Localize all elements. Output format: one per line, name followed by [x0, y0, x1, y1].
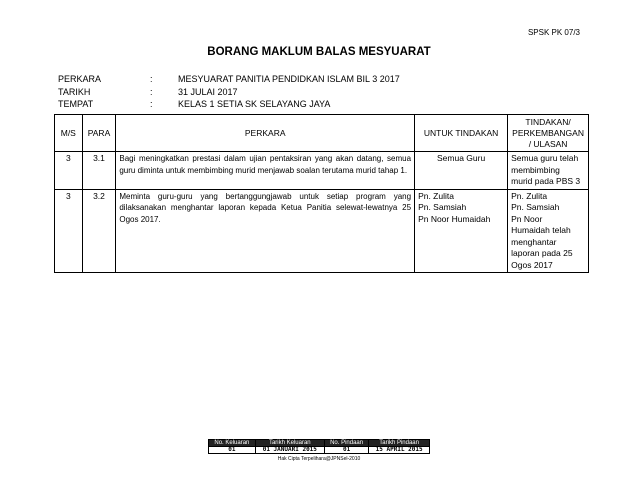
action-line: Pn. Samsiah — [511, 202, 560, 212]
document-control-table — [208, 439, 430, 454]
issue-number: 01 — [209, 447, 256, 454]
row-ms: 3 — [55, 189, 83, 273]
amendment-date: 15 APRIL 2015 — [369, 447, 430, 454]
action-line: Pn Noor — [511, 213, 543, 224]
meeting-date-label: TARIKH — [58, 86, 91, 97]
header-tindakan-line: / ULASAN — [528, 138, 568, 149]
meeting-venue-row — [58, 98, 400, 111]
assignee: Pn. Samsiah — [418, 202, 467, 212]
meeting-venue-colon: : — [150, 99, 153, 109]
document-control-value-row — [209, 447, 430, 454]
minutes-table — [54, 114, 589, 273]
row-perkara: Bagi meningkatkan prestasi dalam ujian pentaksiran yang akan datang, semua guru diminta untuk membimbing murid menjawab soalan terutama murid tahap 1. — [116, 152, 415, 190]
header-tindakan-line: TINDAKAN/ — [525, 116, 571, 127]
table-row — [55, 189, 589, 273]
row-perkara: Meminta guru-guru yang bertanggungjawab untuk setiap program yang dilaksanakan menghantar laporan kepada Ketua Panitia selewat-lewatnya 25 Ogos 2017. — [116, 189, 415, 273]
meeting-date-value: 31 JULAI 2017 — [178, 86, 238, 97]
amendment-number: 01 — [324, 447, 368, 454]
assignee: Pn. Zulita — [418, 190, 454, 201]
meeting-date-row — [58, 86, 400, 99]
header-para: PARA — [82, 115, 116, 152]
action-line: Semua guru telah — [511, 153, 579, 163]
meeting-venue-label: TEMPAT — [58, 99, 94, 109]
issue-number-header: No. Keluaran — [209, 440, 256, 447]
issue-date: 01 JANUARI 2015 — [255, 447, 324, 454]
amendment-number-header: No. Pindaan — [324, 440, 368, 447]
assignee: Pn Noor Humaidah — [418, 213, 491, 224]
row-para: 3.1 — [82, 152, 116, 190]
header-untuk-tindakan: UNTUK TINDAKAN — [415, 115, 508, 152]
action-line: membimbing — [511, 164, 560, 175]
meeting-date-colon: : — [150, 86, 153, 97]
row-tindakan — [508, 152, 589, 190]
assignee: Semua Guru — [437, 153, 486, 163]
header-tindakan-line: PERKEMBANGAN — [512, 127, 584, 138]
row-untuk-tindakan — [415, 189, 508, 273]
row-untuk-tindakan — [415, 152, 508, 190]
copyright-notice: Hak Cipta Terpelihara@JPNSel-2010 — [277, 456, 361, 462]
action-line: Ogos 2017 — [511, 259, 553, 270]
meeting-subject-value: MESYUARAT PANITIA PENDIDKAN ISLAM BIL 3 2017 — [178, 74, 400, 84]
meeting-venue-value: KELAS 1 SETIA SK SELAYANG JAYA — [178, 99, 331, 109]
header-tindakan — [508, 115, 589, 152]
action-line: laporan pada 25 — [511, 248, 573, 258]
meeting-subject-colon: : — [150, 74, 153, 84]
row-tindakan — [508, 189, 589, 273]
header-perkara: PERKARA — [116, 115, 415, 152]
meeting-subject-label: PERKARA — [58, 74, 102, 84]
table-row — [55, 152, 589, 190]
header-ms: M/S — [55, 115, 83, 152]
form-title: BORANG MAKLUM BALAS MESYUARAT — [207, 46, 431, 58]
action-line: Pn. Zulita — [511, 190, 548, 201]
action-line: murid pada PBS 3 — [511, 176, 581, 186]
row-ms: 3 — [55, 152, 83, 190]
amendment-date-header: Tarikh Pindaan — [369, 440, 430, 447]
row-para: 3.2 — [82, 189, 116, 273]
table-header-row — [55, 115, 589, 152]
meeting-details — [58, 73, 400, 111]
issue-date-header: Tarikh Keluaran — [255, 440, 324, 447]
action-line: Humaidah telah — [511, 225, 571, 235]
meeting-subject-row — [58, 73, 400, 86]
action-line: menghantar — [511, 236, 557, 247]
document-reference: SPSK PK 07/3 — [527, 28, 580, 37]
